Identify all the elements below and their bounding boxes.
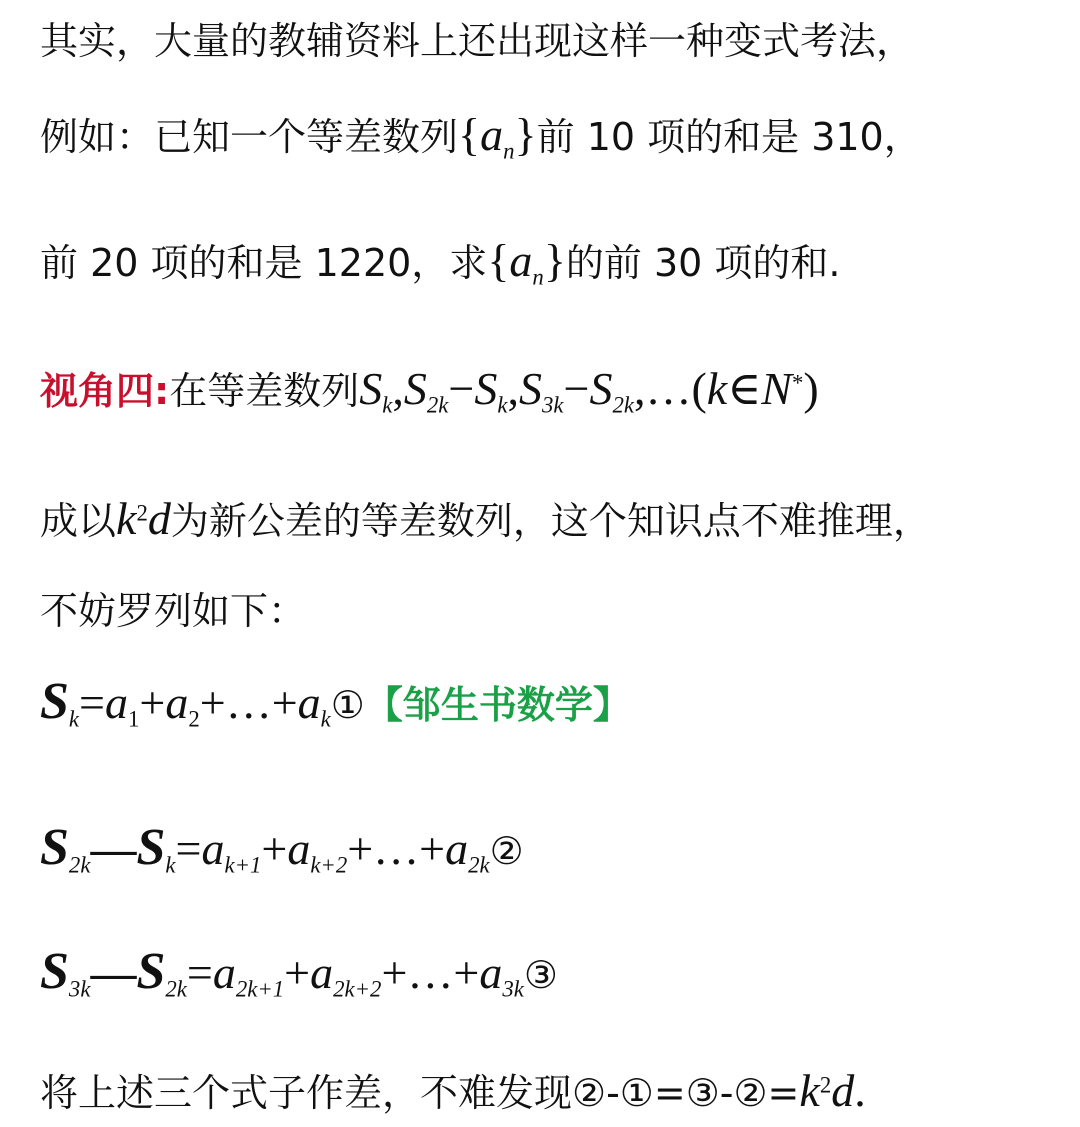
minus: —: [90, 823, 137, 874]
math-S: S: [136, 943, 166, 1000]
seq-rbrace: }: [514, 109, 537, 160]
plus: +: [271, 677, 298, 728]
equals: =: [79, 677, 105, 728]
brand-tag: 【邹生书数学】: [364, 683, 631, 727]
line10-prefix: 将上述三个式子作差，不难发现: [40, 1071, 573, 1115]
line3-suffix: 的前 30 项的和.: [565, 241, 841, 285]
math-d: d: [831, 1065, 855, 1116]
seq-n: n: [503, 138, 515, 164]
plus: +: [261, 823, 288, 874]
sub-2k2: 2k+2: [333, 976, 382, 1002]
sub-3k: 3k: [502, 976, 524, 1002]
rparen: ): [803, 363, 819, 414]
text-line-1: [40, 19, 1060, 63]
equation-2: [40, 819, 1060, 878]
sub-k: k: [68, 706, 80, 732]
sub-k: k: [165, 852, 176, 878]
equation-1: [40, 673, 1060, 732]
sub-2k: 2k: [612, 392, 634, 418]
math-a: a: [201, 823, 225, 874]
dots: …: [225, 677, 272, 728]
seq-lbrace: {: [458, 109, 481, 160]
sub-k: k: [382, 392, 393, 418]
sub-1: 1: [128, 706, 140, 732]
element-of: ∈: [727, 363, 762, 414]
line6-text: 不妨罗列如下：: [40, 589, 307, 633]
math-S: S: [474, 363, 498, 414]
comma: ,: [507, 363, 519, 414]
seq-n: n: [532, 264, 544, 290]
plus: +: [284, 947, 311, 998]
math-N: N: [761, 363, 792, 414]
math-k: k: [116, 493, 137, 544]
equals: =: [175, 823, 202, 874]
sub-2k: 2k: [468, 852, 490, 878]
seq-a: a: [509, 235, 533, 286]
plus: +: [419, 823, 446, 874]
viewpoint-label: 视角四:: [40, 369, 170, 413]
math-a: a: [212, 947, 236, 998]
text-line-3: [40, 235, 1060, 290]
math-a: a: [479, 947, 503, 998]
sub-2k1: 2k+1: [235, 976, 285, 1002]
equals: =: [186, 947, 213, 998]
line3-prefix: 前 20 项的和是 1220，求: [40, 241, 488, 285]
math-S: S: [518, 363, 542, 414]
math-a: a: [287, 823, 311, 874]
circled-3: ③: [523, 953, 558, 997]
equation-3: [40, 943, 1060, 1002]
math-k: k: [706, 363, 728, 414]
text-line-6: [40, 589, 1060, 633]
minus: −: [448, 363, 475, 414]
line5-prefix: 成以: [40, 499, 117, 543]
seq-rbrace: }: [543, 235, 566, 286]
sub-k: k: [320, 706, 331, 732]
minus: —: [90, 947, 137, 998]
plus: +: [199, 677, 226, 728]
math-S: S: [40, 673, 69, 730]
math-S: S: [403, 363, 427, 414]
sup-2: 2: [819, 1072, 832, 1098]
seq-a: a: [480, 109, 504, 160]
dots: …: [373, 823, 420, 874]
sup-2: 2: [136, 500, 148, 526]
sub-2: 2: [188, 706, 200, 732]
sub-k1: k+1: [224, 852, 262, 878]
line2-suffix: 前 10 项的和是 310，: [536, 115, 922, 159]
circled-1: ①: [330, 683, 365, 727]
sup-star: *: [791, 370, 804, 396]
dots: ,…(: [633, 363, 707, 414]
text-line-4: [40, 363, 1060, 418]
sub-3k: 3k: [541, 392, 564, 418]
plus: +: [347, 823, 374, 874]
line5-suffix: 为新公差的等差数列，这个知识点不难推理，: [170, 499, 931, 543]
text-line-5: [40, 493, 1060, 544]
sub-3k: 3k: [68, 976, 91, 1002]
sub-2k: 2k: [165, 976, 187, 1002]
math-S: S: [136, 819, 166, 876]
period: .: [854, 1065, 866, 1116]
text-line-10: [40, 1065, 1060, 1116]
sub-2k: 2k: [426, 392, 449, 418]
math-a: a: [310, 947, 334, 998]
dots: …: [407, 947, 454, 998]
math-k: k: [799, 1065, 820, 1116]
circled-2: ②: [489, 829, 524, 873]
relation: ②-①=③-②=: [572, 1071, 800, 1115]
comma: ,: [392, 363, 404, 414]
math-S: S: [359, 363, 383, 414]
math-a: a: [105, 677, 128, 728]
line4-text: 在等差数列: [169, 369, 360, 413]
sub-2k: 2k: [68, 852, 91, 878]
line2-prefix: 例如：已知一个等差数列: [40, 115, 459, 159]
sub-k: k: [497, 392, 508, 418]
math-a: a: [445, 823, 469, 874]
math-a: a: [165, 677, 189, 728]
plus: +: [139, 677, 166, 728]
plus: +: [381, 947, 408, 998]
line1-text: 其实，大量的教辅资料上还出现这样一种变式考法，: [40, 19, 915, 63]
math-d: d: [147, 493, 171, 544]
math-S: S: [40, 943, 69, 1000]
seq-lbrace: {: [487, 235, 510, 286]
sub-k2: k+2: [310, 852, 348, 878]
text-line-2: [40, 109, 1060, 164]
math-S: S: [589, 363, 613, 414]
math-a: a: [297, 677, 321, 728]
minus: −: [563, 363, 590, 414]
math-S: S: [40, 819, 69, 876]
plus: +: [453, 947, 480, 998]
